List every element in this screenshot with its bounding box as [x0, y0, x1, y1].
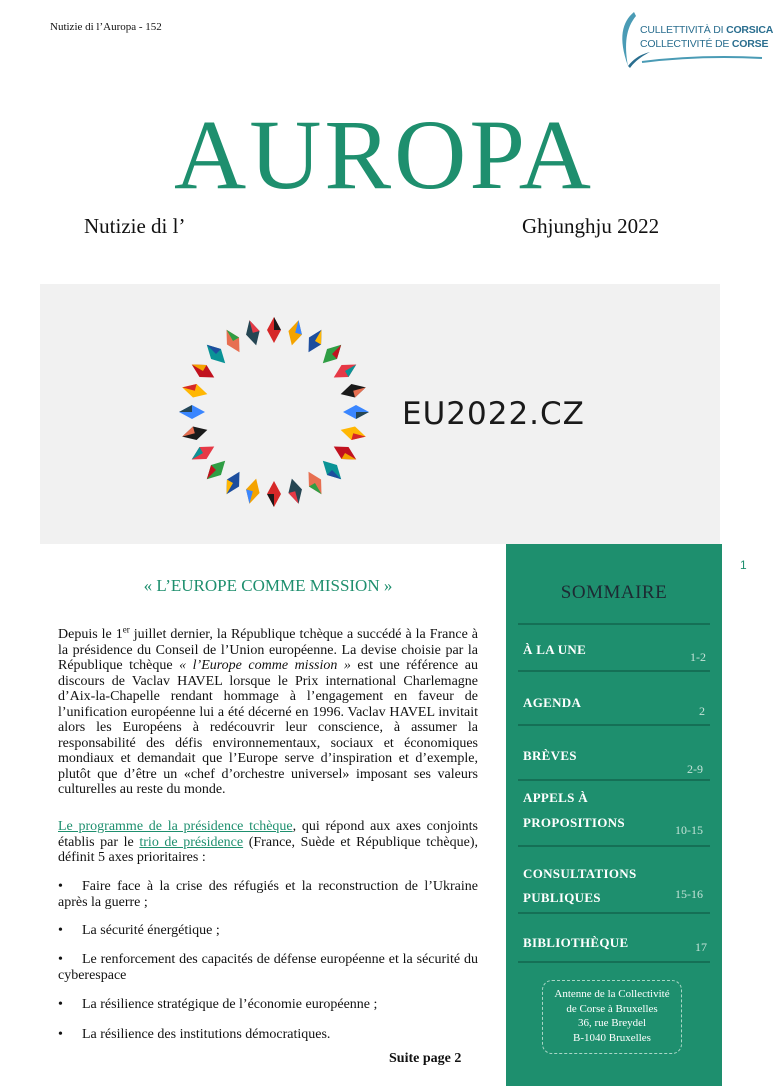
sommaire-item-breves[interactable]: BRÈVES: [523, 748, 577, 763]
sommaire-divider: [518, 724, 710, 726]
article-paragraph-2: Le programme de la présidence tchèque, qui répond aux axes conjoints établis par le trio de présidence (France, Suède et République tchèque), définit 5 axes prioritaires :: [58, 819, 479, 865]
ring-diamond: [330, 440, 360, 465]
ring-diamond: [202, 456, 230, 484]
priority-bullet-5: • La résilience des institutions démocratiques.: [58, 1027, 331, 1042]
sommaire-sidebar: [506, 544, 722, 1086]
ring-diamond: [188, 358, 218, 383]
ring-diamond: [220, 468, 245, 498]
ring-diamond: [267, 481, 281, 507]
issue-date: Ghjunghju 2022: [522, 214, 660, 238]
sommaire-title: SOMMAIRE: [560, 582, 668, 603]
sommaire-divider: [518, 670, 710, 672]
eu2022-star-ring-logo: [144, 284, 404, 544]
sommaire-item-appels-line1[interactable]: APPELS À: [523, 790, 588, 805]
sommaire-divider: [518, 912, 710, 914]
ring-diamond: [302, 326, 327, 356]
masthead-subtitle: Nutizie di l’: [84, 214, 186, 238]
logo-line-french: COLLECTIVITÉ DE CORSE: [640, 38, 769, 50]
ring-diamond: [285, 477, 305, 506]
sommaire-item-a-la-une[interactable]: À LA UNE: [523, 642, 587, 657]
sommaire-pages-a-la-une: 1-2: [690, 650, 706, 664]
ring-diamond: [318, 456, 346, 484]
sommaire-pages-appels: 10-15: [675, 823, 703, 837]
ring-diamond: [188, 440, 218, 465]
masthead-title: AUROPA: [173, 99, 594, 210]
programme-presidence-link[interactable]: Le programme de la présidence tchèque: [58, 819, 293, 834]
ring-diamond: [343, 405, 369, 419]
sommaire-divider: [518, 961, 710, 963]
ring-diamond: [220, 326, 245, 356]
logo-line-corsican: CULLETTIVITÀ DI CORSICA: [640, 24, 773, 36]
sommaire-divider: [518, 623, 710, 625]
priority-bullet-3: • Le renforcement des capacités de défense européenne et la sécurité du cyberespace: [58, 952, 478, 983]
article-paragraph-1: Depuis le 1er juillet dernier, la République tchèque a succédé à la France à la présidence du Conseil de l’Union européenne. La devise choisie par la République tchèque « l’Europe comme mission » est une référence au discours de Vaclav HAVEL lorsque le Prix international Charlemagne d’Aix-la-Chapelle rendant hommage à l’engagement en faveur de l’unification européenne lui a été décerné en 1996. Vaclav HAVEL invitait alors les Européens à redécouvrir leur conscience, à assumer la responsabilité des défis environnementaux, sociaux et économiques mondiaux et demandait que l’Europe serve d’inspiration et d’exemple, plutôt que d’être un «chef d’orchestre universel» imposant ses valeurs culturelles au reste du monde.: [58, 624, 479, 797]
logo-underline: [642, 56, 762, 64]
issue-label: Nutizie di l’Auropa - 152: [50, 21, 162, 33]
ring-diamond: [330, 358, 360, 383]
continued-label: Suite page 2: [389, 1051, 462, 1066]
priority-bullet-1: • Faire face à la crise des réfugiés et la reconstruction de l’Ukraine après la guerre ;: [58, 879, 478, 910]
sommaire-divider: [518, 779, 710, 781]
ring-diamond: [180, 381, 209, 401]
banner-logo-text: EU2022.CZ: [402, 396, 585, 432]
sommaire-item-consultations-line1[interactable]: CONSULTATIONS: [523, 866, 637, 881]
sommaire-item-bibliotheque[interactable]: BIBLIOTHÈQUE: [523, 935, 629, 950]
presidency-banner: [40, 284, 720, 544]
priority-bullet-4: • La résilience stratégique de l’économie européenne ;: [58, 997, 378, 1012]
sommaire-pages-bibliotheque: 17: [695, 940, 707, 954]
sommaire-item-appels-line2[interactable]: PROPOSITIONS: [523, 815, 625, 830]
ring-diamond: [243, 318, 263, 347]
ring-diamond: [179, 405, 205, 419]
sommaire-pages-agenda: 2: [699, 704, 705, 718]
page-number: 1: [740, 558, 747, 572]
ring-diamond: [267, 317, 281, 343]
article-heading: « L’EUROPE COMME MISSION »: [143, 576, 393, 595]
office-address: Antenne de la Collectivité de Corse à Bruxelles 36, rue Breydel B-1040 Bruxelles: [542, 980, 682, 1054]
ring-diamond: [339, 423, 368, 443]
collectivite-de-corse-logo: [612, 8, 773, 70]
sommaire-pages-consultations: 15-16: [675, 887, 703, 901]
sommaire-pages-breves: 2-9: [687, 762, 703, 776]
ring-diamond: [318, 340, 346, 368]
ring-diamond: [202, 340, 230, 368]
ring-diamond: [243, 477, 263, 506]
trio-presidence-link[interactable]: trio de présidence: [139, 834, 244, 850]
ring-diamond: [285, 318, 305, 347]
ring-diamond: [180, 423, 209, 443]
sommaire-divider: [518, 845, 710, 847]
sommaire-item-consultations-line2[interactable]: PUBLIQUES: [523, 890, 601, 905]
ring-diamond: [302, 468, 327, 498]
sommaire-item-agenda[interactable]: AGENDA: [523, 695, 582, 710]
priority-bullet-2: • La sécurité énergétique ;: [58, 923, 220, 938]
ring-diamond: [339, 381, 368, 401]
